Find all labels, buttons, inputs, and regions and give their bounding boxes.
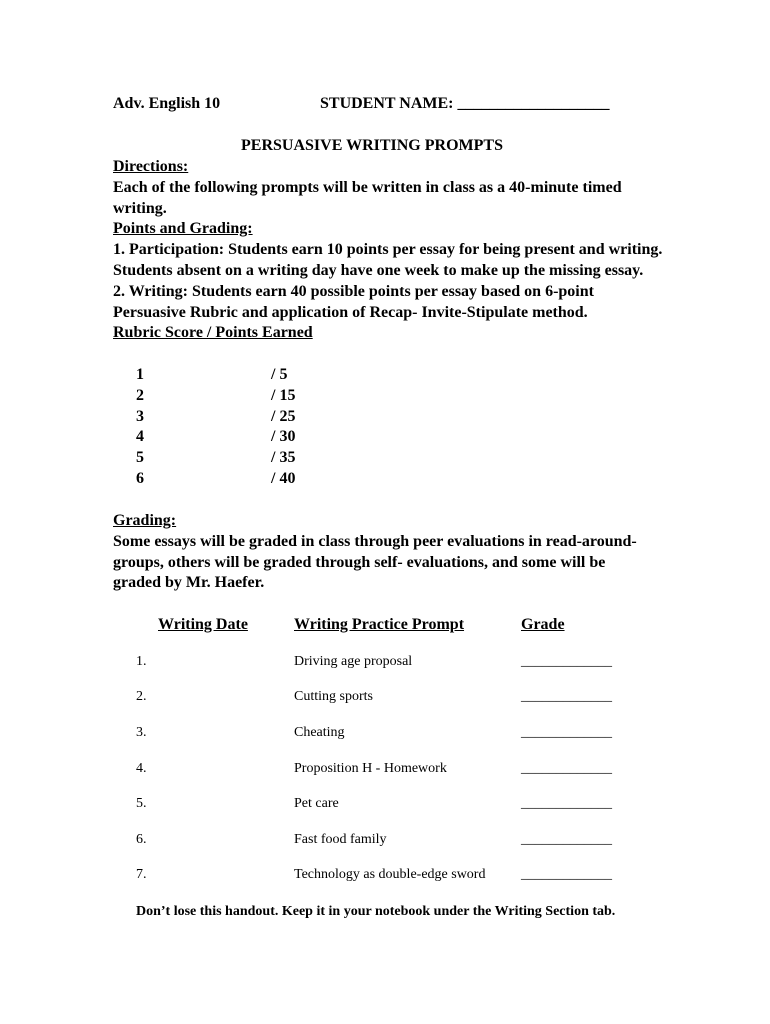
column-header-date: Writing Date bbox=[158, 616, 248, 633]
grade-blank: _____________ bbox=[521, 689, 612, 704]
row-number: 4. bbox=[136, 761, 147, 776]
prompt-text: Technology as double-edge sword bbox=[294, 867, 486, 882]
rubric-score: 5 bbox=[136, 449, 144, 466]
directions-heading: Directions: bbox=[113, 158, 189, 175]
grade-blank: _____________ bbox=[521, 654, 612, 669]
directions-section bbox=[113, 157, 673, 344]
course-title: Adv. English 10 bbox=[113, 95, 221, 112]
column-header-grade: Grade bbox=[521, 616, 565, 633]
rubric-score: 1 bbox=[136, 366, 144, 383]
footer-note: Don’t lose this handout. Keep it in your notebook under the Writing Section tab. bbox=[136, 904, 616, 919]
prompt-text: Cheating bbox=[294, 725, 345, 740]
rubric-points: / 5 bbox=[271, 366, 288, 383]
prompt-text: Fast food family bbox=[294, 832, 387, 847]
rubric-score: 3 bbox=[136, 408, 144, 425]
grade-blank: _____________ bbox=[521, 725, 612, 740]
rubric-points: / 35 bbox=[271, 449, 296, 466]
column-header-prompt: Writing Practice Prompt bbox=[294, 616, 465, 633]
grading-section bbox=[113, 511, 673, 594]
prompt-text: Cutting sports bbox=[294, 689, 373, 704]
grading-text: Some essays will be graded in class through peer evaluations in read-around- groups, others will be graded through self- evaluations, and some will be graded by Mr. Haefer. bbox=[113, 532, 637, 592]
rubric-score: 2 bbox=[136, 387, 144, 404]
points-grading-heading: Points and Grading: bbox=[113, 220, 253, 238]
row-number: 2. bbox=[136, 689, 147, 704]
rubric-points: / 25 bbox=[271, 408, 296, 425]
rubric-score: 4 bbox=[136, 428, 144, 445]
grade-blank: _____________ bbox=[521, 867, 612, 882]
grade-blank: _____________ bbox=[521, 832, 612, 847]
prompt-text: Proposition H - Homework bbox=[294, 761, 447, 776]
participation-text: 1. Participation: Students earn 10 points per essay for being present and writing. Students absent on a writing day have one week to make up the missing essay. bbox=[113, 241, 663, 279]
directions-text: Each of the following prompts will be written in class as a 40-minute timed writing. bbox=[113, 178, 622, 217]
student-name-field: STUDENT NAME: ___________________ bbox=[320, 95, 610, 112]
grading-heading: Grading: bbox=[113, 512, 177, 529]
writing-text: 2. Writing: Students earn 40 possible points per essay based on 6-point Persuasive Rubric and application of Recap- Invite-Stipulate method. bbox=[113, 282, 594, 321]
row-number: 7. bbox=[136, 867, 147, 882]
grade-blank: _____________ bbox=[521, 796, 612, 811]
row-number: 1. bbox=[136, 654, 147, 669]
row-number: 6. bbox=[136, 832, 147, 847]
page-title: PERSUASIVE WRITING PROMPTS bbox=[241, 137, 503, 154]
grade-blank: _____________ bbox=[521, 761, 612, 776]
rubric-score: 6 bbox=[136, 470, 144, 487]
rubric-points: / 15 bbox=[271, 387, 296, 404]
rubric-points: / 30 bbox=[271, 428, 296, 445]
rubric-points: / 40 bbox=[271, 470, 296, 487]
prompt-text: Pet care bbox=[294, 796, 339, 811]
rubric-heading: Rubric Score / Points Earned bbox=[113, 324, 313, 342]
row-number: 5. bbox=[136, 796, 147, 811]
prompt-text: Driving age proposal bbox=[294, 654, 413, 669]
row-number: 3. bbox=[136, 725, 147, 740]
